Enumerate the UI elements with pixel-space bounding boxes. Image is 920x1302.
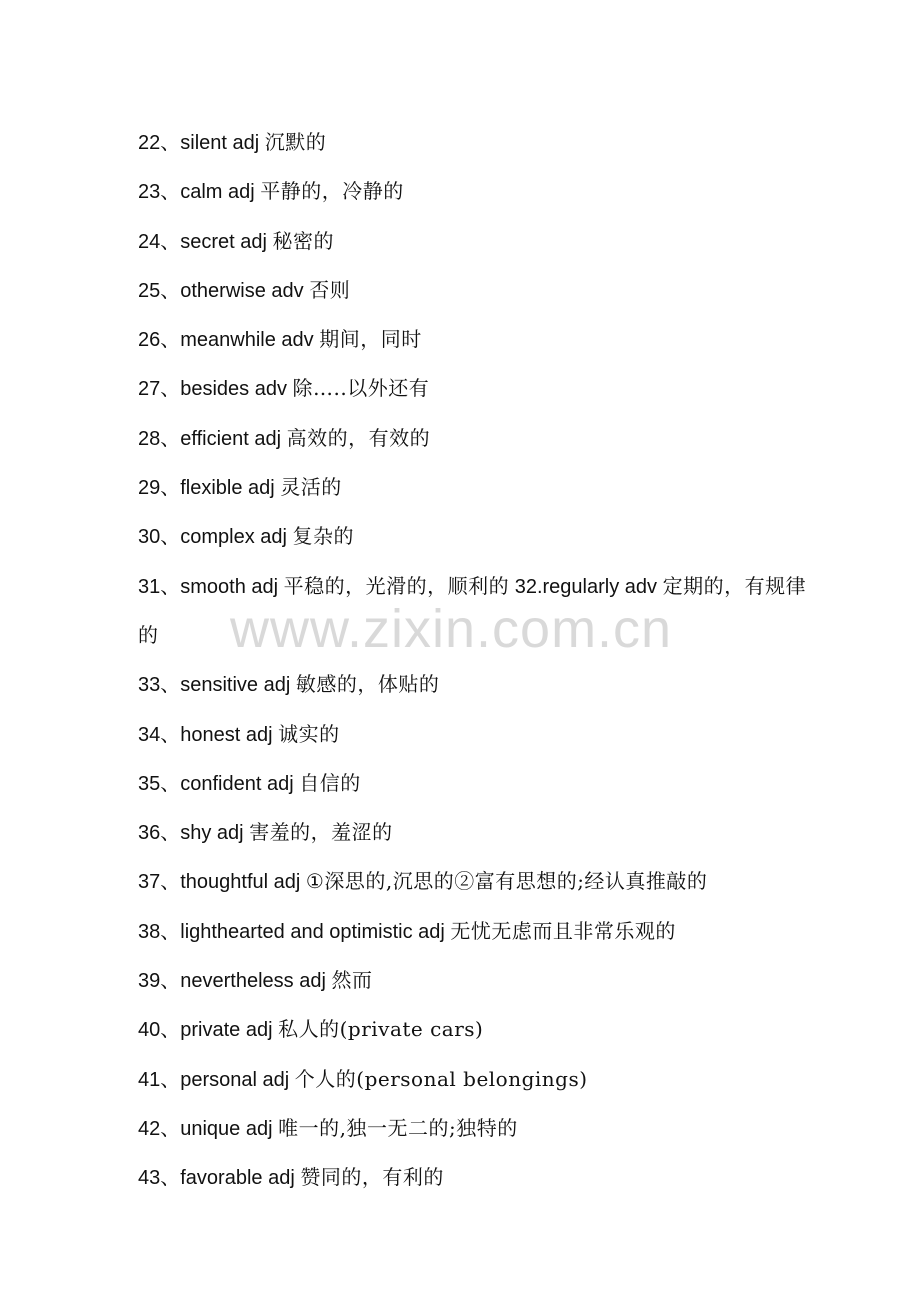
- list-item: [138, 956, 818, 1005]
- entry-definition: ①深思的,沉思的②富有思想的;经认真推敲的: [305, 869, 708, 894]
- list-item: [138, 512, 818, 561]
- entry-term: 43、favorable adj: [138, 1167, 295, 1190]
- entry-definition: 沉默的: [264, 130, 327, 154]
- entry-definition: 自信的: [299, 770, 361, 795]
- list-item: [138, 414, 818, 463]
- entry-term: 23、calm adj: [138, 181, 255, 204]
- entry-term: 22、silent adj: [138, 132, 260, 154]
- entry-definition: 平静的，冷静的: [260, 179, 404, 204]
- entry-definition: 赞同的，有利的: [300, 1165, 444, 1190]
- list-item: [138, 907, 818, 956]
- entry-definition: 平稳的，光滑的，顺利的: [283, 573, 510, 598]
- list-item: [138, 118, 818, 167]
- entry-term: 34、honest adj: [138, 723, 273, 746]
- entry-definition: 秘密的: [272, 228, 335, 253]
- list-item: [138, 217, 818, 266]
- entry-term: 35、confident adj: [138, 772, 294, 795]
- entry-definition: 私人的(private cars): [278, 1017, 484, 1042]
- entry-term: 30、complex adj: [138, 526, 287, 549]
- entry-definition: 诚实的: [278, 721, 340, 746]
- entry-definition: 除…..以外还有: [292, 376, 430, 401]
- entry-definition: 个人的(personal belongings): [294, 1066, 588, 1091]
- entry-definition: 无忧无虑而且非常乐观的: [450, 918, 676, 943]
- entry-term: 39、nevertheless adj: [138, 970, 326, 993]
- list-item: [138, 759, 818, 808]
- list-item: [138, 562, 818, 661]
- list-item: [138, 1153, 818, 1202]
- entry-term: 37、thoughtful adj: [138, 871, 301, 894]
- entry-definition: 然而: [331, 968, 373, 993]
- entry-term: 27、besides adv: [138, 378, 287, 401]
- entry-definition: 害羞的，羞涩的: [249, 820, 393, 845]
- entry-term: 29、flexible adj: [138, 477, 275, 500]
- list-item: [138, 167, 818, 216]
- list-item: [138, 857, 818, 906]
- entry-definition: 复杂的: [292, 524, 355, 549]
- entry-term: 38、lighthearted and optimistic adj: [138, 920, 445, 943]
- entry-definition: 敏感的，体贴的: [295, 672, 440, 697]
- vocabulary-list: [138, 118, 818, 1203]
- entry-term: 24、secret adj: [138, 230, 267, 253]
- entry-term: 41、personal adj: [138, 1068, 290, 1091]
- list-item: [138, 364, 818, 413]
- list-item: [138, 1005, 818, 1054]
- entry-definition: 唯一的,独一无二的;独特的: [278, 1115, 518, 1140]
- entry-definition-secondary: 定期的，有规律的: [138, 573, 807, 647]
- entry-term: 33、sensitive adj: [138, 674, 291, 697]
- entry-term: 28、efficient adj: [138, 427, 282, 450]
- list-item: [138, 315, 818, 364]
- list-item: [138, 808, 818, 857]
- watermark: www.zixin.com.cn: [230, 599, 673, 659]
- entry-term: 40、private adj: [138, 1019, 273, 1042]
- list-item: [138, 463, 818, 512]
- entry-definition: 期间，同时: [319, 327, 422, 352]
- list-item: [138, 1104, 818, 1153]
- entry-definition: 否则: [309, 277, 351, 302]
- list-item: [138, 710, 818, 759]
- entry-term-secondary: 32.regularly adv: [514, 575, 658, 598]
- list-item: [138, 660, 818, 709]
- entry-term: 42、unique adj: [138, 1117, 273, 1140]
- list-item: [138, 266, 818, 315]
- entry-definition: 高效的，有效的: [286, 425, 431, 450]
- entry-term: 26、meanwhile adv: [138, 329, 314, 352]
- entry-term: 31、smooth adj: [138, 575, 279, 598]
- entry-definition: 灵活的: [280, 475, 342, 500]
- entry-term: 25、otherwise adv: [138, 279, 304, 302]
- list-item: [138, 1055, 818, 1104]
- entry-term: 36、shy adj: [138, 822, 244, 845]
